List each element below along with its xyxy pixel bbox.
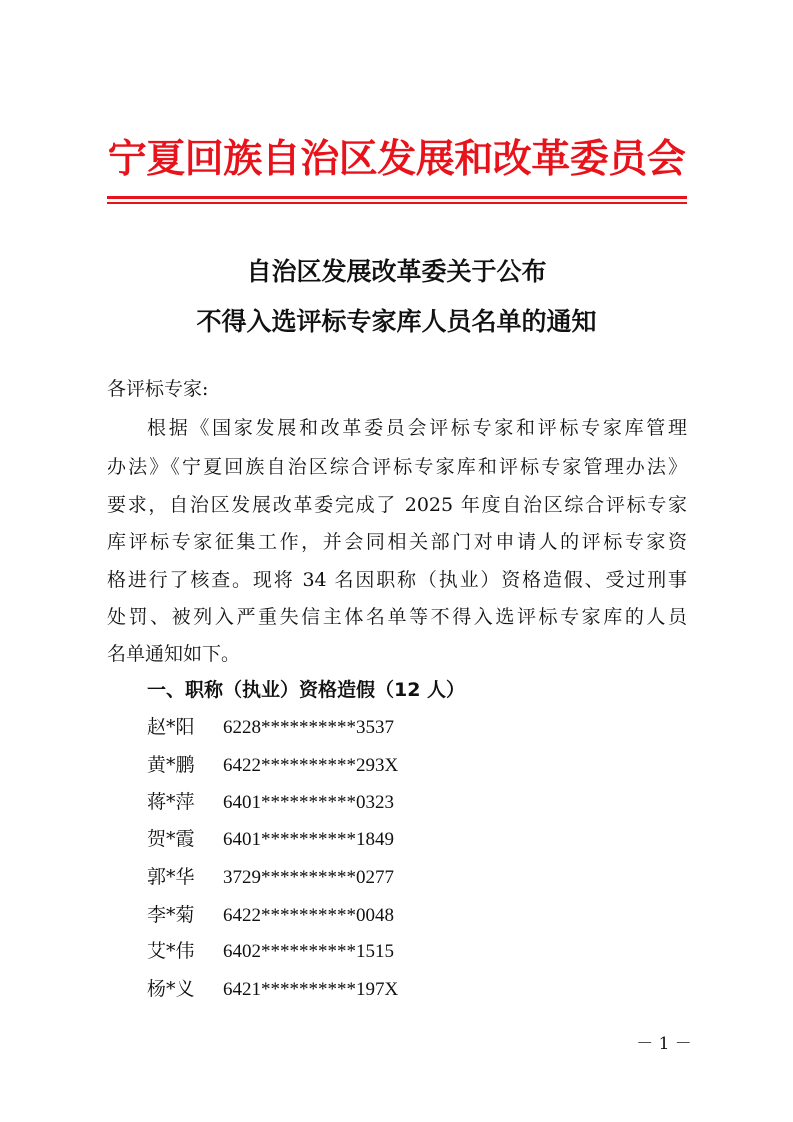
- person-name: 李*菊: [147, 904, 195, 926]
- person-name: 黄*鹏: [147, 754, 195, 776]
- person-id-number: 6401**********1849: [223, 829, 394, 850]
- person-id-number: 3729**********0277: [223, 867, 394, 888]
- body-line: 名单通知如下。: [107, 643, 241, 665]
- person-name: 郭*华: [147, 866, 195, 888]
- body-line: 处罚、被列入严重失信主体名单等不得入选评标专家库的人员: [107, 606, 687, 628]
- person-id-number: 6422**********293X: [223, 755, 399, 776]
- person-id-number: 6402**********1515: [223, 941, 394, 962]
- body-line: 要求，自治区发展改革委完成了 2025 年度自治区综合评标专家: [107, 494, 687, 516]
- list-item: [147, 789, 394, 816]
- person-name: 赵*阳: [147, 716, 195, 738]
- list-item: [147, 864, 394, 891]
- notice-title-line-2: 不得入选评标专家库人员名单的通知: [196, 307, 597, 336]
- person-id-number: 6422**********0048: [223, 905, 394, 926]
- page-number: － 1 －: [636, 1034, 692, 1054]
- body-line: 办法》《宁夏回族自治区综合评标专家库和评标专家管理办法》: [107, 456, 687, 478]
- person-name: 艾*伟: [147, 940, 195, 962]
- list-item: [147, 902, 394, 929]
- person-name: 杨*义: [147, 978, 195, 1000]
- section-heading: 一、职称（执业）资格造假（12 人）: [147, 679, 466, 701]
- person-id-number: 6228**********3537: [223, 717, 394, 738]
- body-line: 库评标专家征集工作，并会同相关部门对申请人的评标专家资: [107, 531, 687, 553]
- person-name: 蒋*萍: [147, 791, 195, 813]
- masthead-title: 宁夏回族自治区发展和改革委员会: [107, 137, 686, 182]
- masthead-red-rule-thin: [107, 202, 687, 204]
- body-line: 格进行了核查。现将 34 名因职称（执业）资格造假、受过刑事: [107, 569, 687, 591]
- masthead-red-rule: [107, 196, 687, 199]
- list-item: [147, 938, 394, 965]
- person-id-number: 6401**********0323: [223, 792, 394, 813]
- list-item: [147, 976, 398, 1003]
- notice-title-line-1: 自治区发展改革委关于公布: [246, 257, 547, 286]
- person-id-number: 6421**********197X: [223, 979, 399, 1000]
- list-item: [147, 826, 394, 853]
- body-line: 根据《国家发展和改革委员会评标专家和评标专家库管理: [147, 417, 687, 439]
- list-item: [147, 714, 394, 741]
- list-item: [147, 752, 398, 779]
- person-name: 贺*霞: [147, 828, 195, 850]
- salutation: 各评标专家:: [107, 378, 209, 400]
